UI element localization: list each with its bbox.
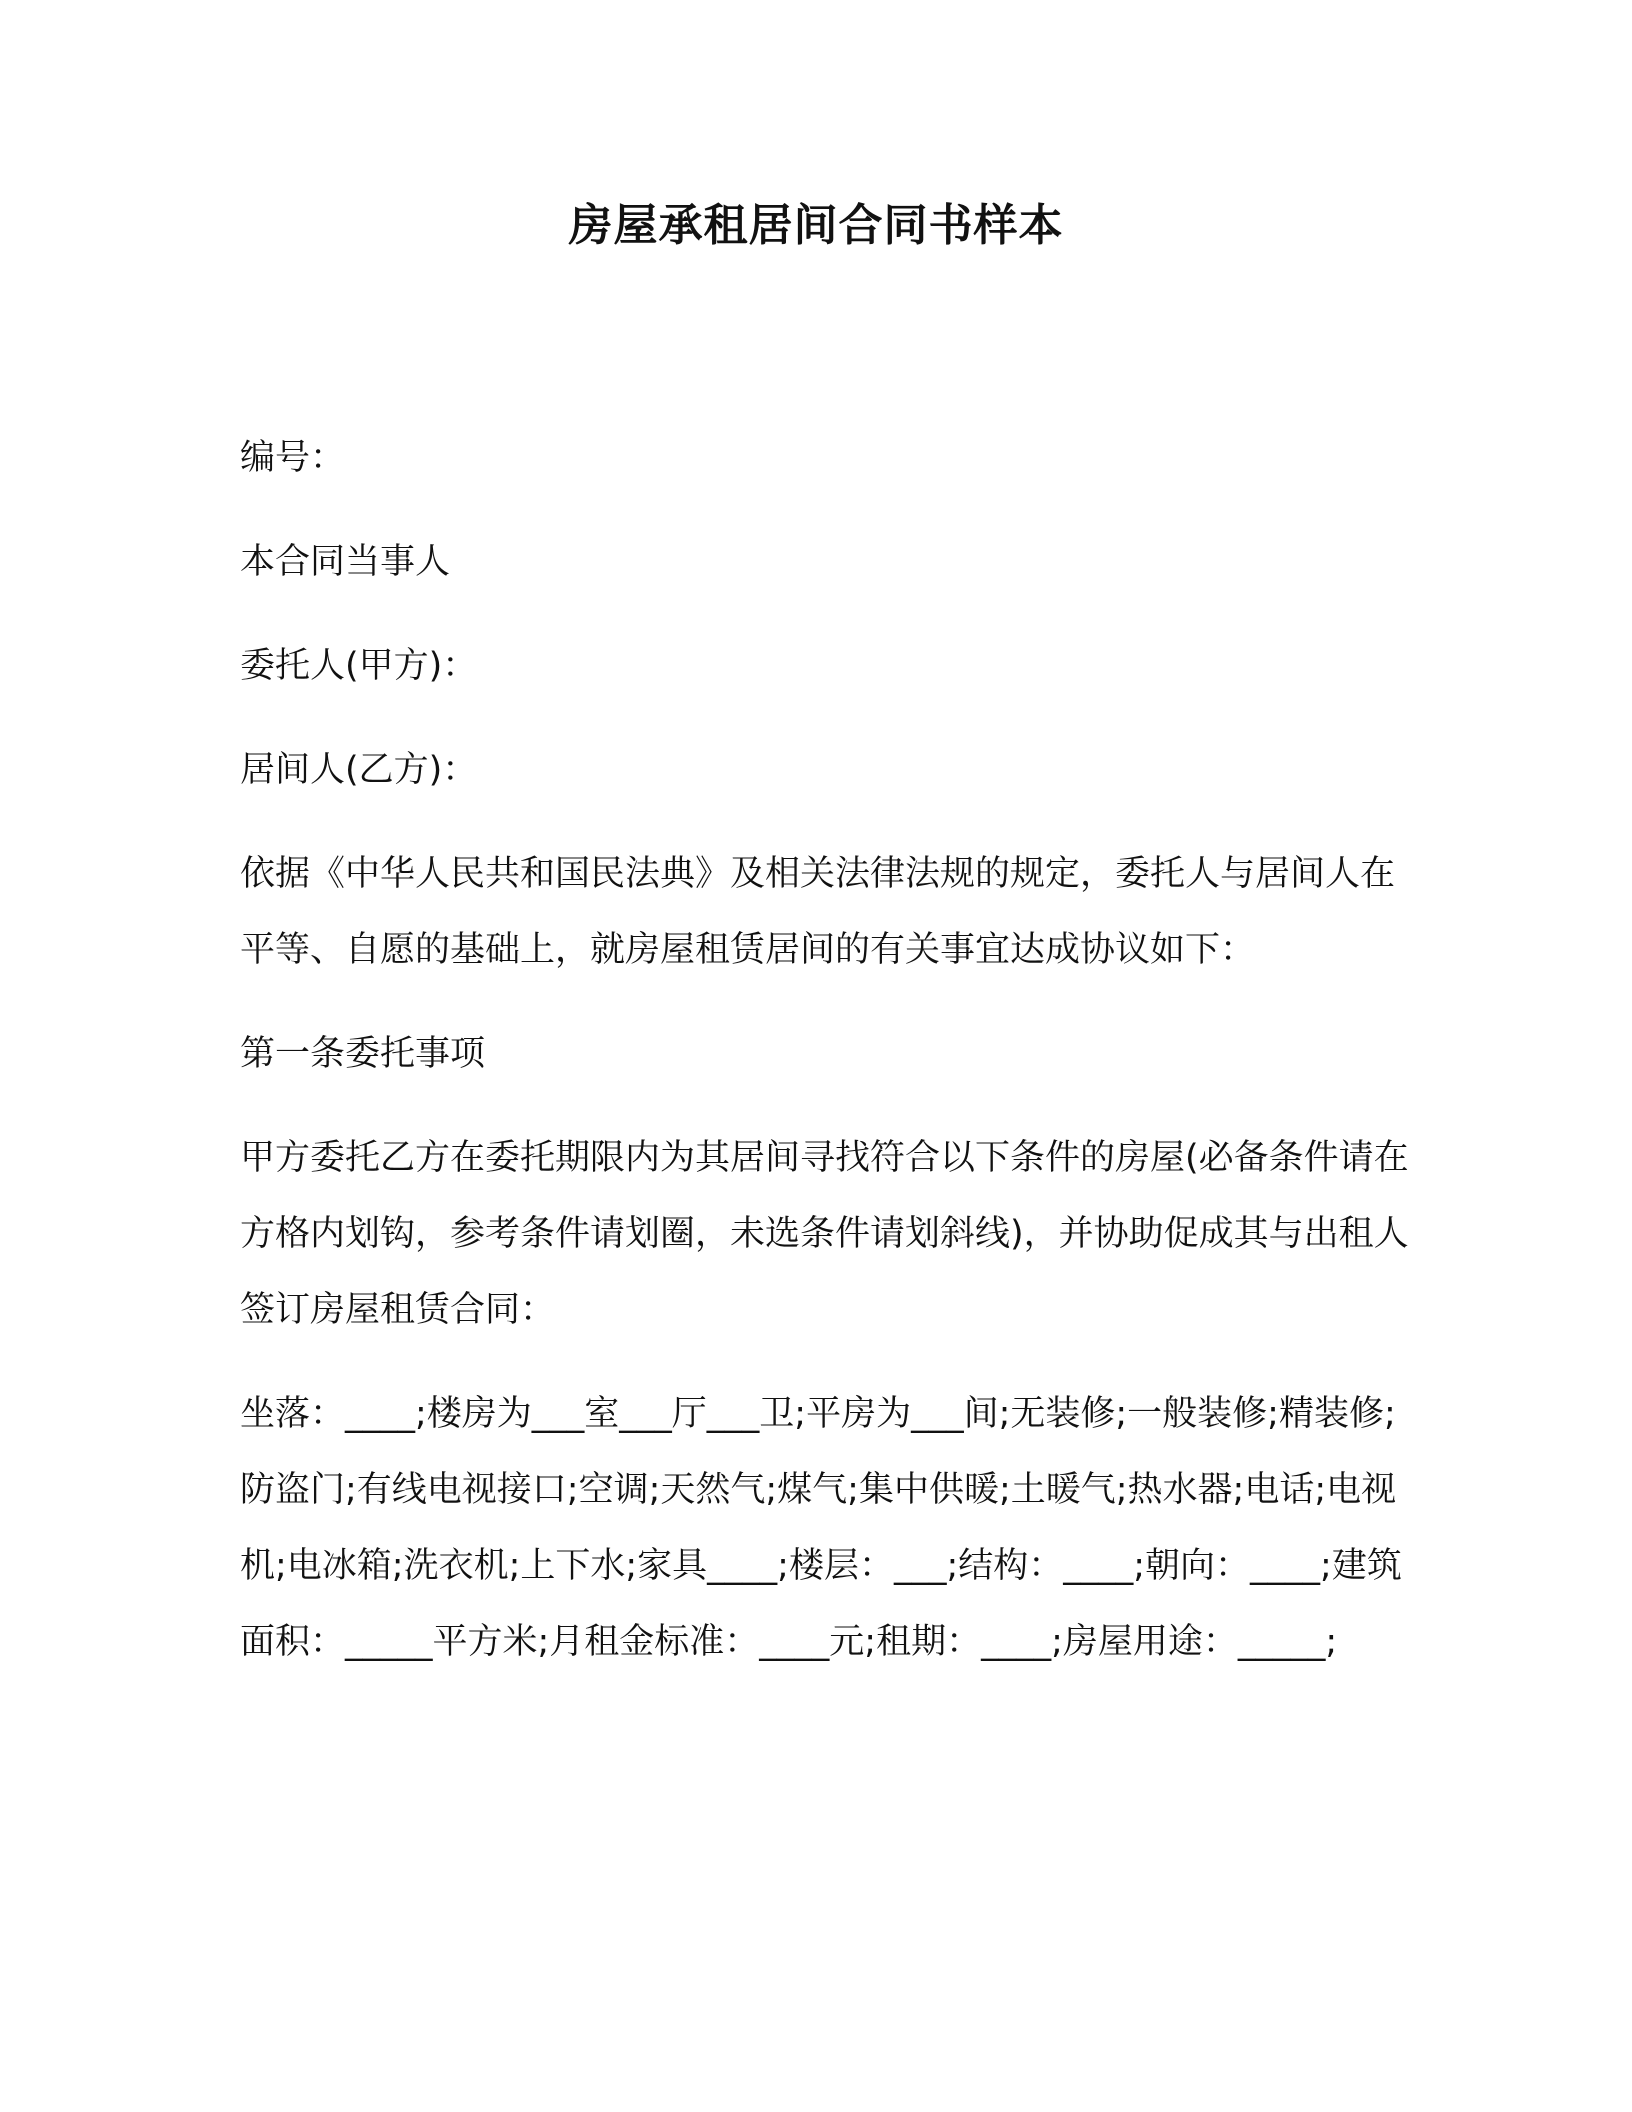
preamble-paragraph: 依据《中华人民共和国民法典》及相关法律法规的规定，委托人与居间人在平等、自愿的基础上，就房屋租赁居间的有关事宜达成协议如下： xyxy=(240,854,1396,970)
property-conditions-paragraph: 坐落：____;楼房为___室___厅___卫;平房为___间;无装修;一般装修;精装修;防盗门;有线电视接口;空调;天然气;煤气;集中供暖;土暖气;热水器;电话;电视机;电冰箱;洗衣机;上下水;家具____;楼层：___;结构：____;朝向：____;建筑面积：_____平方米;月租金标准：____元;租期：____;房屋用途：_____; xyxy=(240,1394,1402,1662)
document-body xyxy=(240,420,1410,1708)
contract-number-line: 编号： xyxy=(240,438,346,478)
document-title: 房屋承租居间合同书样本 xyxy=(568,200,1064,251)
party-b-line: 居间人(乙方)： xyxy=(240,750,478,790)
party-a-line: 委托人(甲方)： xyxy=(240,646,478,686)
article-one-paragraph: 甲方委托乙方在委托期限内为其居间寻找符合以下条件的房屋(必备条件请在方格内划钩，参考条件请划圈，未选条件请划斜线)，并协助促成其与出租人签订房屋租赁合同： xyxy=(240,1138,1409,1330)
article-one-heading: 第一条委托事项 xyxy=(240,1034,486,1074)
parties-heading: 本合同当事人 xyxy=(240,542,451,582)
